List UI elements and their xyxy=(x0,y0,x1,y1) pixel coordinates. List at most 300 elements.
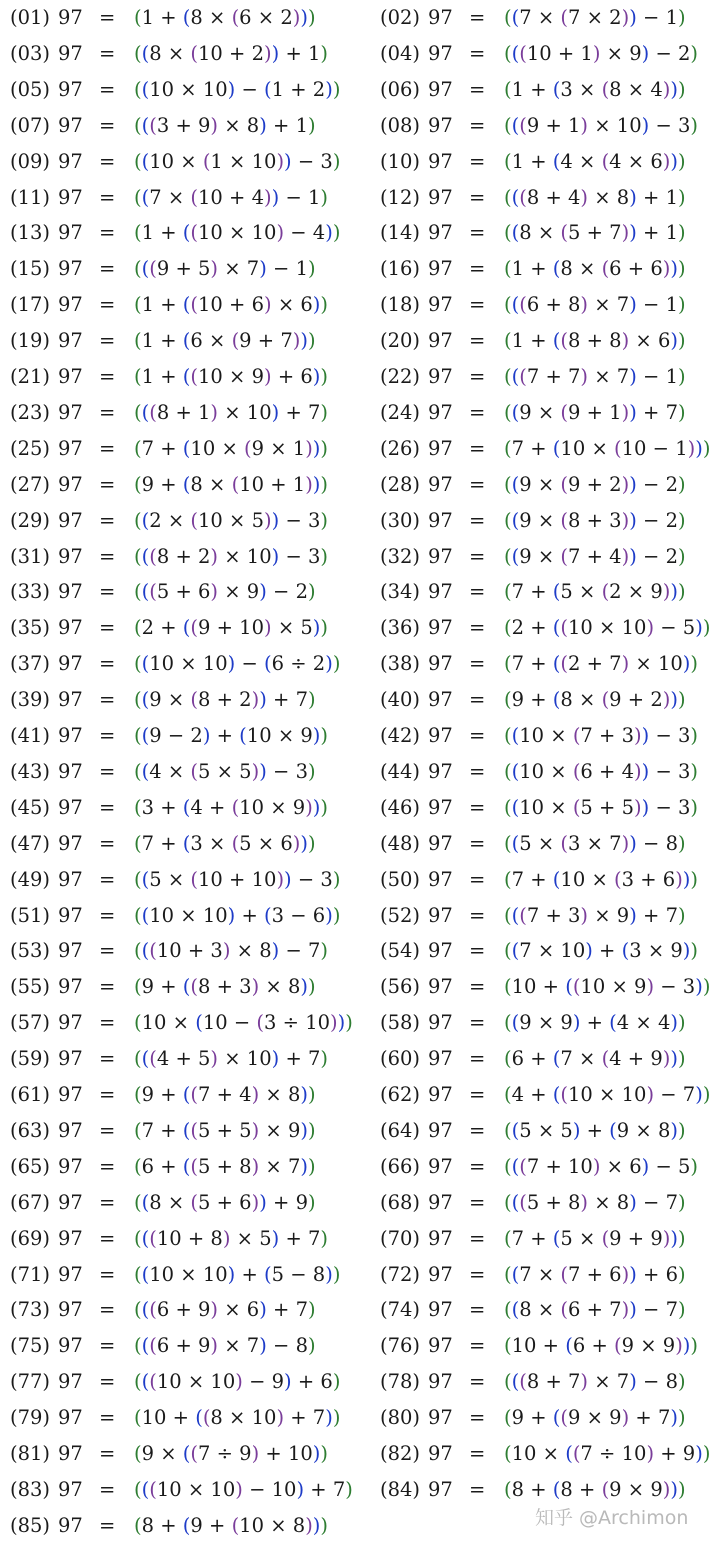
target-value: 97 xyxy=(58,903,83,927)
expression: (((6 + 8) × 7) − 1) xyxy=(504,293,686,317)
equals-sign: = xyxy=(99,77,116,101)
expression: (10 × ((7 ÷ 10) + 9)) xyxy=(504,1442,711,1465)
target-value: 97 xyxy=(58,1477,83,1501)
target-value: 97 xyxy=(428,293,453,317)
expression: ((9 × (9 + 1)) + 7) xyxy=(504,400,686,424)
equals-sign: = xyxy=(99,436,116,460)
target-value: 97 xyxy=(428,1298,453,1322)
target-value: 97 xyxy=(58,724,83,747)
equals-sign: = xyxy=(99,1406,116,1430)
expression: (((10 + 1) × 9) − 2) xyxy=(504,41,699,65)
target-value: 97 xyxy=(428,652,453,676)
expression: ((9 × (8 + 3)) − 2) xyxy=(504,508,686,532)
equals-sign: = xyxy=(469,185,486,209)
equals-sign: = xyxy=(469,652,486,676)
equation-index: (33) xyxy=(10,580,51,604)
equals-sign: = xyxy=(99,185,116,209)
equation-index: (81) xyxy=(10,1442,51,1465)
equation-index: (44) xyxy=(380,759,421,783)
equation-index: (85) xyxy=(10,1513,51,1537)
expression: ((4 × (5 × 5)) − 3) xyxy=(134,759,316,783)
expression: ((8 × (5 + 6)) + 9) xyxy=(134,1190,316,1214)
target-value: 97 xyxy=(428,1011,453,1035)
equation-index: (42) xyxy=(380,724,421,747)
expression: (((8 + 4) × 8) + 1) xyxy=(504,185,686,209)
expression: ((9 × (7 + 4)) − 2) xyxy=(504,544,686,568)
equation-index: (60) xyxy=(380,1047,421,1071)
equals-sign: = xyxy=(99,1047,116,1071)
equation-index: (55) xyxy=(10,975,51,999)
target-value: 97 xyxy=(428,1047,453,1071)
target-value: 97 xyxy=(428,257,453,281)
expression: (((10 + 3) × 8) − 7) xyxy=(134,939,329,963)
equation-index: (27) xyxy=(10,472,51,496)
equation-index: (03) xyxy=(10,41,51,65)
expression: ((10 × 10) + (5 − 8)) xyxy=(134,1262,341,1286)
equation-index: (68) xyxy=(380,1190,421,1214)
target-value: 97 xyxy=(428,365,453,388)
expression: (((6 + 9) × 6) + 7) xyxy=(134,1298,316,1322)
equals-sign: = xyxy=(469,472,486,496)
expression: (((7 + 7) × 7) − 1) xyxy=(504,365,686,388)
expression: (((7 + 10) × 6) − 5) xyxy=(504,1154,699,1178)
equation-index: (69) xyxy=(10,1226,51,1250)
target-value: 97 xyxy=(58,257,83,281)
equation-index: (72) xyxy=(380,1262,421,1286)
equation-index: (11) xyxy=(10,185,51,209)
target-value: 97 xyxy=(428,759,453,783)
equation-index: (28) xyxy=(380,472,421,496)
watermark: 知乎 @Archimon xyxy=(535,1507,689,1529)
equation-index: (66) xyxy=(380,1154,421,1178)
equation-index: (51) xyxy=(10,903,51,927)
equals-sign: = xyxy=(469,939,486,963)
equation-index: (07) xyxy=(10,113,51,137)
target-value: 97 xyxy=(58,1262,83,1286)
equals-sign: = xyxy=(99,149,116,173)
equation-index: (67) xyxy=(10,1190,51,1214)
equals-sign: = xyxy=(469,1047,486,1071)
expression: (9 × ((7 ÷ 9) + 10)) xyxy=(134,1442,329,1465)
expression: (((6 + 9) × 7) − 8) xyxy=(134,1334,316,1358)
equals-sign: = xyxy=(469,221,486,245)
expression: ((10 × 10) − (6 ÷ 2)) xyxy=(134,652,341,676)
expression: (10 + (6 + (9 × 9))) xyxy=(504,1334,699,1358)
expression: ((7 × 10) + (3 × 9)) xyxy=(504,939,699,963)
expression: (8 + (9 + (10 × 8))) xyxy=(134,1513,329,1537)
equals-sign: = xyxy=(99,1262,116,1286)
target-value: 97 xyxy=(58,580,83,604)
target-value: 97 xyxy=(58,1083,83,1106)
equals-sign: = xyxy=(469,867,486,891)
equals-sign: = xyxy=(99,903,116,927)
expression: (1 + (8 × (6 + 6))) xyxy=(504,257,686,281)
equation-index: (73) xyxy=(10,1298,51,1322)
target-value: 97 xyxy=(58,1370,83,1394)
equation-index: (21) xyxy=(10,365,51,388)
equals-sign: = xyxy=(99,939,116,963)
equals-sign: = xyxy=(469,41,486,65)
equation-index: (15) xyxy=(10,257,51,281)
equals-sign: = xyxy=(99,293,116,317)
equals-sign: = xyxy=(99,1083,116,1106)
equation-index: (01) xyxy=(10,6,51,29)
target-value: 97 xyxy=(58,795,83,819)
target-value: 97 xyxy=(58,1190,83,1214)
equals-sign: = xyxy=(469,795,486,819)
equation-index: (18) xyxy=(380,293,421,317)
equals-sign: = xyxy=(99,652,116,676)
expression: (((7 + 3) × 9) + 7) xyxy=(504,903,686,927)
equation-index: (02) xyxy=(380,6,421,29)
equation-index: (09) xyxy=(10,149,51,173)
expression: (10 × (10 − (3 ÷ 10))) xyxy=(134,1011,353,1035)
expression: ((9 × (8 + 2)) + 7) xyxy=(134,688,316,712)
expression: ((10 × 10) + (3 − 6)) xyxy=(134,903,341,927)
equals-sign: = xyxy=(99,544,116,568)
expression: (((8 + 1) × 10) + 7) xyxy=(134,400,329,424)
equals-sign: = xyxy=(99,831,116,855)
equals-sign: = xyxy=(469,365,486,388)
equals-sign: = xyxy=(99,1190,116,1214)
expression: ((9 × (9 + 2)) − 2) xyxy=(504,472,686,496)
equation-index: (29) xyxy=(10,508,51,532)
equation-index: (06) xyxy=(380,77,421,101)
expression: (((9 + 1) × 10) − 3) xyxy=(504,113,699,137)
equals-sign: = xyxy=(99,1226,116,1250)
expression: (((3 + 9) × 8) + 1) xyxy=(134,113,316,137)
equation-index: (22) xyxy=(380,365,421,388)
equals-sign: = xyxy=(469,688,486,712)
equation-index: (32) xyxy=(380,544,421,568)
expression: (((10 × 10) − 9) + 6) xyxy=(134,1370,341,1394)
equals-sign: = xyxy=(469,1083,486,1106)
equation-index: (78) xyxy=(380,1370,421,1394)
equals-sign: = xyxy=(469,903,486,927)
target-value: 97 xyxy=(428,221,453,245)
expression: ((2 × (10 × 5)) − 3) xyxy=(134,508,329,532)
expression: (9 + ((9 × 9) + 7)) xyxy=(504,1406,686,1430)
target-value: 97 xyxy=(58,436,83,460)
target-value: 97 xyxy=(428,1083,453,1106)
equation-index: (58) xyxy=(380,1011,421,1035)
equals-sign: = xyxy=(99,1154,116,1178)
expression: (6 + (7 × (4 + 9))) xyxy=(504,1047,686,1071)
expression: (1 + ((8 + 8) × 6)) xyxy=(504,329,686,353)
target-value: 97 xyxy=(58,1226,83,1250)
expression: (((8 + 2) × 10) − 3) xyxy=(134,544,329,568)
equation-index: (17) xyxy=(10,293,51,317)
target-value: 97 xyxy=(428,41,453,65)
expression: (((8 + 7) × 7) − 8) xyxy=(504,1370,686,1394)
equation-index: (48) xyxy=(380,831,421,855)
target-value: 97 xyxy=(428,1118,453,1142)
expression: (3 + (4 + (10 × 9))) xyxy=(134,795,329,819)
equals-sign: = xyxy=(99,472,116,496)
equals-sign: = xyxy=(469,6,486,29)
expression: ((8 × (5 + 7)) + 1) xyxy=(504,221,686,245)
target-value: 97 xyxy=(428,436,453,460)
expression: ((10 × (6 + 4)) − 3) xyxy=(504,759,699,783)
expression: (7 + (5 × (2 × 9))) xyxy=(504,580,686,604)
equals-sign: = xyxy=(99,580,116,604)
expression: (8 + (8 + (9 × 9))) xyxy=(504,1477,686,1501)
expression: (1 + ((10 × 10) − 4)) xyxy=(134,221,341,245)
target-value: 97 xyxy=(58,616,83,640)
target-value: 97 xyxy=(428,688,453,712)
equals-sign: = xyxy=(469,580,486,604)
target-value: 97 xyxy=(58,544,83,568)
target-value: 97 xyxy=(58,365,83,388)
expression: (2 + ((10 × 10) − 5)) xyxy=(504,616,711,640)
equals-sign: = xyxy=(469,508,486,532)
equation-index: (26) xyxy=(380,436,421,460)
target-value: 97 xyxy=(58,400,83,424)
equals-sign: = xyxy=(469,724,486,747)
equation-index: (80) xyxy=(380,1406,421,1430)
target-value: 97 xyxy=(428,975,453,999)
equation-index: (84) xyxy=(380,1477,421,1501)
equation-index: (36) xyxy=(380,616,421,640)
target-value: 97 xyxy=(428,6,453,29)
equals-sign: = xyxy=(99,1370,116,1394)
equals-sign: = xyxy=(469,831,486,855)
expression: (7 + (3 × (5 × 6))) xyxy=(134,831,316,855)
target-value: 97 xyxy=(58,113,83,137)
equals-sign: = xyxy=(469,616,486,640)
equation-index: (25) xyxy=(10,436,51,460)
target-value: 97 xyxy=(58,293,83,317)
equation-index: (38) xyxy=(380,652,421,676)
equals-sign: = xyxy=(99,6,116,29)
target-value: 97 xyxy=(428,1406,453,1430)
expression: (10 + ((8 × 10) + 7)) xyxy=(134,1406,341,1430)
equals-sign: = xyxy=(99,113,116,137)
target-value: 97 xyxy=(58,1047,83,1071)
expression: ((9 × 9) + (4 × 4)) xyxy=(504,1011,686,1035)
equation-index: (39) xyxy=(10,688,51,712)
target-value: 97 xyxy=(428,724,453,747)
expression: (7 + (5 × (9 + 9))) xyxy=(504,1226,686,1250)
target-value: 97 xyxy=(58,472,83,496)
target-value: 97 xyxy=(58,41,83,65)
equation-index: (65) xyxy=(10,1154,51,1178)
expression: ((8 × (6 + 7)) − 7) xyxy=(504,1298,686,1322)
target-value: 97 xyxy=(428,939,453,963)
target-value: 97 xyxy=(428,1442,453,1465)
equals-sign: = xyxy=(99,795,116,819)
target-value: 97 xyxy=(428,1477,453,1501)
equation-index: (08) xyxy=(380,113,421,137)
equals-sign: = xyxy=(469,436,486,460)
expression: ((10 × (7 + 3)) − 3) xyxy=(504,724,699,747)
equation-index: (19) xyxy=(10,329,51,353)
equals-sign: = xyxy=(469,113,486,137)
expression: (9 + ((7 + 4) × 8)) xyxy=(134,1083,316,1106)
target-value: 97 xyxy=(58,6,83,29)
equation-index: (83) xyxy=(10,1477,51,1501)
equation-index: (52) xyxy=(380,903,421,927)
equation-index: (54) xyxy=(380,939,421,963)
equation-index: (24) xyxy=(380,400,421,424)
equals-sign: = xyxy=(99,1118,116,1142)
equals-sign: = xyxy=(99,688,116,712)
equals-sign: = xyxy=(99,41,116,65)
equation-index: (50) xyxy=(380,867,421,891)
expression: (7 + ((2 + 7) × 10)) xyxy=(504,652,699,676)
expression: ((10 × (1 × 10)) − 3) xyxy=(134,149,341,173)
equation-index: (49) xyxy=(10,867,51,891)
expression: ((5 × (10 + 10)) − 3) xyxy=(134,867,341,891)
equation-index: (62) xyxy=(380,1083,421,1106)
expression: (7 + (10 × (3 + 6))) xyxy=(504,867,699,891)
target-value: 97 xyxy=(58,975,83,999)
target-value: 97 xyxy=(428,1190,453,1214)
equals-sign: = xyxy=(469,1262,486,1286)
equals-sign: = xyxy=(469,1154,486,1178)
equation-index: (82) xyxy=(380,1442,421,1465)
equals-sign: = xyxy=(469,1118,486,1142)
target-value: 97 xyxy=(428,77,453,101)
target-value: 97 xyxy=(428,1154,453,1178)
target-value: 97 xyxy=(428,149,453,173)
equals-sign: = xyxy=(99,329,116,353)
target-value: 97 xyxy=(428,1226,453,1250)
equation-index: (76) xyxy=(380,1334,421,1358)
expression: (((9 + 5) × 7) − 1) xyxy=(134,257,316,281)
expression: (((5 + 6) × 9) − 2) xyxy=(134,580,316,604)
expression: (9 + (8 × (10 + 1))) xyxy=(134,472,329,496)
target-value: 97 xyxy=(58,77,83,101)
equals-sign: = xyxy=(469,257,486,281)
equals-sign: = xyxy=(99,1477,116,1501)
equals-sign: = xyxy=(99,867,116,891)
expression: (7 + (10 × (10 − 1))) xyxy=(504,436,711,460)
expression: (((4 + 5) × 10) + 7) xyxy=(134,1047,329,1071)
expression: (7 + ((5 + 5) × 9)) xyxy=(134,1118,316,1142)
equals-sign: = xyxy=(469,149,486,173)
equals-sign: = xyxy=(99,759,116,783)
equals-sign: = xyxy=(469,1334,486,1358)
target-value: 97 xyxy=(58,508,83,532)
equation-index: (30) xyxy=(380,508,421,532)
expression: ((10 × (5 + 5)) − 3) xyxy=(504,795,699,819)
target-value: 97 xyxy=(58,329,83,353)
equals-sign: = xyxy=(99,724,116,747)
expression: (7 + (10 × (9 × 1))) xyxy=(134,436,329,460)
equation-index: (64) xyxy=(380,1118,421,1142)
equation-index: (77) xyxy=(10,1370,51,1394)
equals-sign: = xyxy=(469,1190,486,1214)
equation-index: (47) xyxy=(10,831,51,855)
equals-sign: = xyxy=(99,365,116,388)
target-value: 97 xyxy=(58,1334,83,1358)
equation-index: (75) xyxy=(10,1334,51,1358)
equals-sign: = xyxy=(99,1334,116,1358)
equation-index: (61) xyxy=(10,1083,51,1106)
equals-sign: = xyxy=(469,975,486,999)
target-value: 97 xyxy=(428,580,453,604)
target-value: 97 xyxy=(58,1406,83,1430)
expression: ((9 − 2) + (10 × 9)) xyxy=(134,724,329,747)
expression: ((10 × 10) − (1 + 2)) xyxy=(134,77,341,101)
equation-index: (20) xyxy=(380,329,421,353)
equals-sign: = xyxy=(99,400,116,424)
target-value: 97 xyxy=(58,867,83,891)
equals-sign: = xyxy=(469,759,486,783)
target-value: 97 xyxy=(58,1154,83,1178)
expression: (1 + (3 × (8 × 4))) xyxy=(504,77,686,101)
expression: (((5 + 8) × 8) − 7) xyxy=(504,1190,686,1214)
equation-index: (13) xyxy=(10,221,51,245)
expression: ((7 × (7 + 6)) + 6) xyxy=(504,1262,686,1286)
target-value: 97 xyxy=(58,1442,83,1465)
equals-sign: = xyxy=(469,1442,486,1465)
target-value: 97 xyxy=(428,472,453,496)
expression: ((7 × (10 + 4)) − 1) xyxy=(134,185,329,209)
equation-index: (41) xyxy=(10,724,51,747)
expression: (1 + (8 × (6 × 2))) xyxy=(134,6,316,29)
target-value: 97 xyxy=(58,149,83,173)
equation-index: (05) xyxy=(10,77,51,101)
target-value: 97 xyxy=(58,831,83,855)
expression: (1 + ((10 + 6) × 6)) xyxy=(134,293,329,317)
target-value: 97 xyxy=(58,1011,83,1035)
equals-sign: = xyxy=(469,77,486,101)
equals-sign: = xyxy=(99,1298,116,1322)
equation-index: (34) xyxy=(380,580,421,604)
target-value: 97 xyxy=(58,221,83,245)
equals-sign: = xyxy=(469,1370,486,1394)
expression: (6 + ((5 + 8) × 7)) xyxy=(134,1154,316,1178)
equation-index: (59) xyxy=(10,1047,51,1071)
equation-index: (16) xyxy=(380,257,421,281)
equation-index: (12) xyxy=(380,185,421,209)
equation-index: (46) xyxy=(380,795,421,819)
equation-index: (31) xyxy=(10,544,51,568)
equation-index: (40) xyxy=(380,688,421,712)
equals-sign: = xyxy=(99,1442,116,1465)
equation-index: (14) xyxy=(380,221,421,245)
target-value: 97 xyxy=(428,508,453,532)
equation-index: (35) xyxy=(10,616,51,640)
equation-index: (23) xyxy=(10,400,51,424)
expression: (1 + ((10 × 9) + 6)) xyxy=(134,365,329,388)
equals-sign: = xyxy=(469,1298,486,1322)
equals-sign: = xyxy=(469,544,486,568)
equation-index: (56) xyxy=(380,975,421,999)
expression: (4 + ((10 × 10) − 7)) xyxy=(504,1083,711,1106)
target-value: 97 xyxy=(428,616,453,640)
equals-sign: = xyxy=(469,293,486,317)
target-value: 97 xyxy=(58,939,83,963)
expression: (((10 + 8) × 5) + 7) xyxy=(134,1226,329,1250)
target-value: 97 xyxy=(58,688,83,712)
target-value: 97 xyxy=(428,903,453,927)
target-value: 97 xyxy=(58,185,83,209)
target-value: 97 xyxy=(428,867,453,891)
expression: ((5 × (3 × 7)) − 8) xyxy=(504,831,686,855)
equals-sign: = xyxy=(99,257,116,281)
equation-index: (71) xyxy=(10,1262,51,1286)
equation-index: (79) xyxy=(10,1406,51,1430)
target-value: 97 xyxy=(428,329,453,353)
target-value: 97 xyxy=(428,400,453,424)
expression: ((7 × (7 × 2)) − 1) xyxy=(504,6,686,29)
expression: (9 + (8 × (9 + 2))) xyxy=(504,688,686,712)
target-value: 97 xyxy=(58,759,83,783)
equals-sign: = xyxy=(469,329,486,353)
